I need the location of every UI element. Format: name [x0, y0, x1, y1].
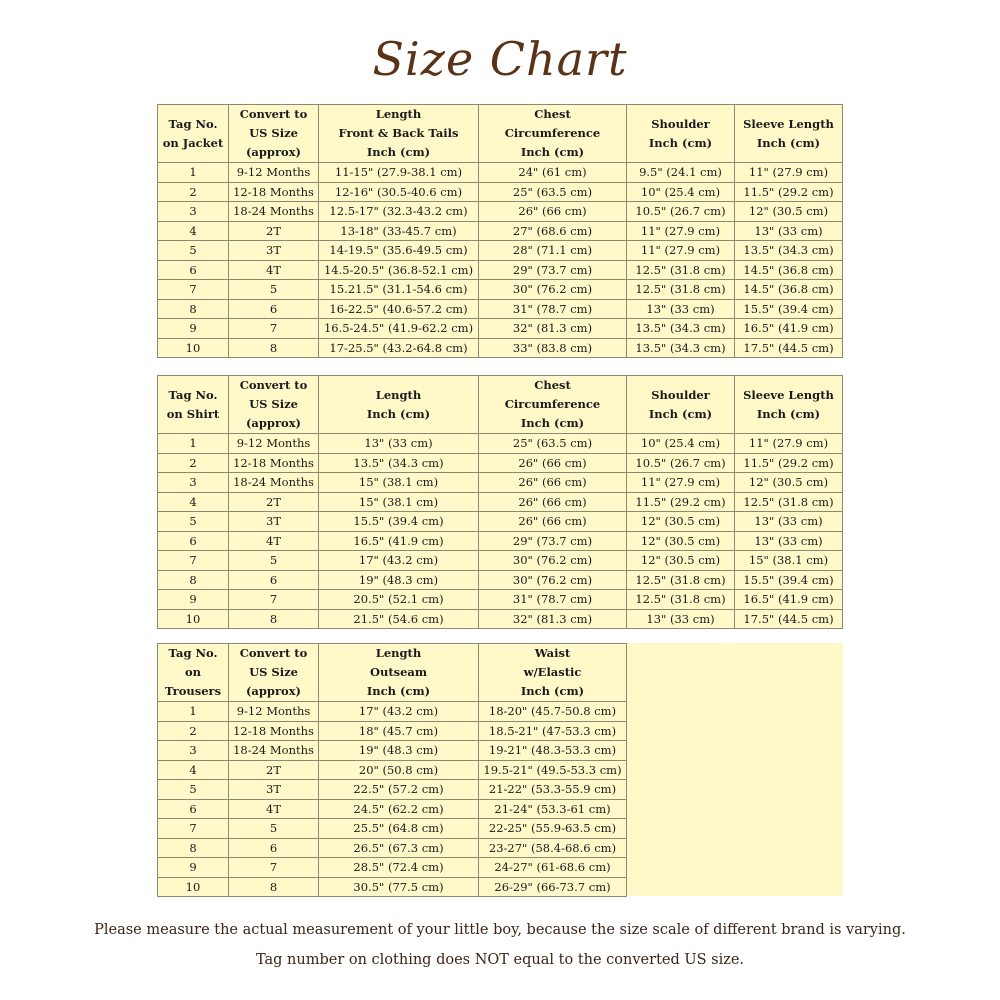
- table-row: [158, 221, 843, 241]
- table-cell: 32" (81.3 cm): [479, 319, 627, 339]
- table-cell: 7: [158, 280, 229, 300]
- table-cell: 25.5" (64.8 cm): [319, 819, 479, 839]
- table-cell: 6: [158, 799, 229, 819]
- shirt-header-line: Inch (cm): [648, 406, 713, 421]
- table-row: [158, 434, 843, 454]
- table-cell: 1: [158, 702, 229, 722]
- table-cell: 12.5" (31.8 cm): [627, 570, 735, 590]
- jacket-header-line: Length: [375, 107, 422, 121]
- table-cell: 5: [229, 280, 319, 300]
- table-cell: 13.5" (34.3 cm): [735, 241, 843, 261]
- table-row: [158, 492, 843, 512]
- table-cell: 5: [158, 780, 229, 800]
- shirt-header-cell: [158, 376, 229, 434]
- table-cell: 6: [158, 260, 229, 280]
- jacket-size-table-block: [157, 104, 843, 358]
- table-cell: 12.5" (31.8 cm): [627, 280, 735, 300]
- empty-filler-area: [626, 643, 843, 896]
- jacket-header-line: Convert to: [239, 107, 308, 121]
- table-cell: 8: [229, 338, 319, 358]
- table-cell: 10" (25.4 cm): [627, 182, 735, 202]
- table-cell: 3: [158, 473, 229, 493]
- table-cell: 26" (66 cm): [479, 453, 627, 473]
- table-cell: 19" (48.3 cm): [319, 741, 479, 761]
- table-cell: 7: [229, 319, 319, 339]
- table-cell: 15" (38.1 cm): [319, 492, 479, 512]
- table-cell: 13" (33 cm): [627, 609, 735, 629]
- table-row: [158, 473, 843, 493]
- table-row: [158, 570, 843, 590]
- table-cell: 9-12 Months: [229, 434, 319, 454]
- table-cell: 12.5" (31.8 cm): [735, 492, 843, 512]
- shirt-table-body: [158, 434, 843, 629]
- page-title: Size Chart: [372, 32, 628, 86]
- shirt-header-line: Inch (cm): [366, 406, 431, 421]
- table-cell: 2: [158, 453, 229, 473]
- table-row: [158, 299, 843, 319]
- table-cell: 3T: [229, 241, 319, 261]
- table-cell: 32" (81.3 cm): [479, 609, 627, 629]
- table-cell: 8: [158, 570, 229, 590]
- table-cell: 10: [158, 338, 229, 358]
- table-cell: 18.5-21" (47-53.3 cm): [479, 721, 627, 741]
- table-cell: 11" (27.9 cm): [627, 473, 735, 493]
- jacket-header-cell: [627, 105, 735, 163]
- trousers-header-line: Waist: [534, 646, 571, 660]
- table-cell: 28.5" (72.4 cm): [319, 858, 479, 878]
- table-row: [158, 531, 843, 551]
- table-cell: 29" (73.7 cm): [479, 260, 627, 280]
- table-row: [158, 780, 627, 800]
- shirt-header-cell: [627, 376, 735, 434]
- table-cell: 29" (73.7 cm): [479, 531, 627, 551]
- jacket-header-line: Sleeve Length: [743, 116, 834, 131]
- table-row: [158, 453, 843, 473]
- table-row: [158, 858, 627, 878]
- jacket-header-line: Shoulder: [651, 116, 710, 131]
- table-cell: 15.5" (39.4 cm): [735, 570, 843, 590]
- table-cell: 3T: [229, 512, 319, 532]
- table-cell: 13" (33 cm): [627, 299, 735, 319]
- table-cell: 13-18" (33-45.7 cm): [319, 221, 479, 241]
- jacket-header-line: Chest: [534, 107, 571, 121]
- table-cell: 10: [158, 877, 229, 897]
- jacket-header-line: Inch (cm): [520, 145, 585, 159]
- table-cell: 9-12 Months: [229, 163, 319, 183]
- table-cell: 18-20" (45.7-50.8 cm): [479, 702, 627, 722]
- table-row: [158, 741, 627, 761]
- table-cell: 21.5" (54.6 cm): [319, 609, 479, 629]
- trousers-table-body: [158, 702, 627, 897]
- table-cell: 28" (71.1 cm): [479, 241, 627, 261]
- table-cell: 18-24 Months: [229, 473, 319, 493]
- shirt-header-line: Inch (cm): [756, 406, 821, 421]
- table-cell: 3: [158, 741, 229, 761]
- shirt-header-cell: [735, 376, 843, 434]
- table-cell: 26-29" (66-73.7 cm): [479, 877, 627, 897]
- table-cell: 10.5" (26.7 cm): [627, 453, 735, 473]
- table-cell: 12-18 Months: [229, 182, 319, 202]
- shirt-header-line: Tag No.: [168, 387, 218, 402]
- measurement-note: Please measure the actual measurement of your little boy, because the size scale of different brand is varying.: [94, 922, 906, 938]
- table-cell: 4T: [229, 260, 319, 280]
- table-cell: 18-24 Months: [229, 741, 319, 761]
- trousers-header-line: Convert to: [239, 646, 308, 660]
- table-cell: 17" (43.2 cm): [319, 551, 479, 571]
- jacket-header-line: Tag No.: [168, 116, 218, 131]
- shirt-header-line: on Shirt: [166, 406, 220, 421]
- table-cell: 26" (66 cm): [479, 492, 627, 512]
- table-cell: 7: [158, 819, 229, 839]
- table-cell: 10: [158, 609, 229, 629]
- trousers-header-line: Inch (cm): [366, 684, 431, 698]
- table-cell: 27" (68.6 cm): [479, 221, 627, 241]
- shirt-header-line: Chest: [534, 378, 571, 392]
- table-cell: 11.5" (29.2 cm): [735, 453, 843, 473]
- table-row: [158, 838, 627, 858]
- jacket-table-body: [158, 163, 843, 358]
- jacket-header-cell: [479, 105, 627, 163]
- table-row: [158, 182, 843, 202]
- table-cell: 1: [158, 434, 229, 454]
- trousers-header-line: Length: [375, 646, 422, 660]
- table-cell: 2: [158, 721, 229, 741]
- table-cell: 12.5" (31.8 cm): [627, 260, 735, 280]
- table-cell: 12-16" (30.5-40.6 cm): [319, 182, 479, 202]
- table-row: [158, 702, 627, 722]
- trousers-header-row: [158, 644, 627, 702]
- shirt-header-line: Convert to: [239, 378, 308, 392]
- table-cell: 31" (78.7 cm): [479, 590, 627, 610]
- jacket-header-row: [158, 105, 843, 163]
- table-cell: 16-22.5" (40.6-57.2 cm): [319, 299, 479, 319]
- jacket-header-line: US Size: [249, 126, 298, 140]
- trousers-size-table-block: [157, 643, 627, 897]
- trousers-header-line: on: [184, 665, 202, 679]
- trousers-header-line: Trousers: [164, 684, 222, 698]
- table-cell: 15.21.5" (31.1-54.6 cm): [319, 280, 479, 300]
- table-cell: 20" (50.8 cm): [319, 760, 479, 780]
- table-cell: 17-25.5" (43.2-64.8 cm): [319, 338, 479, 358]
- table-row: [158, 512, 843, 532]
- table-cell: 1: [158, 163, 229, 183]
- table-cell: 30" (76.2 cm): [479, 280, 627, 300]
- table-cell: 11-15" (27.9-38.1 cm): [319, 163, 479, 183]
- table-cell: 4: [158, 760, 229, 780]
- table-cell: 5: [229, 819, 319, 839]
- table-cell: 13" (33 cm): [735, 221, 843, 241]
- table-row: [158, 590, 843, 610]
- shirt-header-cell: [319, 376, 479, 434]
- trousers-header-line: Inch (cm): [520, 684, 585, 698]
- table-cell: 11" (27.9 cm): [735, 163, 843, 183]
- trousers-header-line: Tag No.: [168, 646, 218, 660]
- table-cell: 7: [158, 551, 229, 571]
- table-cell: 33" (83.8 cm): [479, 338, 627, 358]
- table-cell: 12.5-17" (32.3-43.2 cm): [319, 202, 479, 222]
- table-row: [158, 260, 843, 280]
- shirt-header-line: Sleeve Length: [743, 387, 834, 402]
- table-cell: 11.5" (29.2 cm): [735, 182, 843, 202]
- table-cell: 6: [158, 531, 229, 551]
- table-row: [158, 338, 843, 358]
- table-cell: 3: [158, 202, 229, 222]
- trousers-header-cell: [229, 644, 319, 702]
- table-cell: 22.5" (57.2 cm): [319, 780, 479, 800]
- shirt-header-line: Inch (cm): [520, 416, 585, 430]
- table-cell: 12" (30.5 cm): [627, 551, 735, 571]
- table-cell: 16.5" (41.9 cm): [319, 531, 479, 551]
- table-cell: 26" (66 cm): [479, 202, 627, 222]
- table-cell: 12-18 Months: [229, 721, 319, 741]
- trousers-header-line: w/Elastic: [523, 665, 582, 679]
- table-cell: 5: [158, 512, 229, 532]
- table-cell: 8: [229, 877, 319, 897]
- table-row: [158, 241, 843, 261]
- table-cell: 9.5" (24.1 cm): [627, 163, 735, 183]
- shirt-header-cell: [479, 376, 627, 434]
- table-row: [158, 319, 843, 339]
- table-cell: 4T: [229, 799, 319, 819]
- jacket-header-line: on Jacket: [162, 135, 224, 150]
- table-row: [158, 551, 843, 571]
- table-cell: 19-21" (48.3-53.3 cm): [479, 741, 627, 761]
- table-cell: 30" (76.2 cm): [479, 551, 627, 571]
- table-cell: 10" (25.4 cm): [627, 434, 735, 454]
- trousers-header-cell: [158, 644, 229, 702]
- table-row: [158, 163, 843, 183]
- table-cell: 17.5" (44.5 cm): [735, 338, 843, 358]
- table-cell: 24-27" (61-68.6 cm): [479, 858, 627, 878]
- table-cell: 24" (61 cm): [479, 163, 627, 183]
- jacket-header-line: Inch (cm): [648, 135, 713, 150]
- shirt-size-table-block: [157, 375, 843, 629]
- jacket-header-line: Front & Back Tails: [338, 126, 459, 140]
- table-cell: 13.5" (34.3 cm): [319, 453, 479, 473]
- shirt-header-line: (approx): [245, 416, 301, 430]
- table-cell: 11.5" (29.2 cm): [627, 492, 735, 512]
- table-cell: 9-12 Months: [229, 702, 319, 722]
- table-row: [158, 280, 843, 300]
- shirt-header-row: [158, 376, 843, 434]
- table-cell: 13.5" (34.3 cm): [627, 338, 735, 358]
- jacket-header-cell: [229, 105, 319, 163]
- shirt-size-table: [157, 375, 843, 629]
- table-cell: 19.5-21" (49.5-53.3 cm): [479, 760, 627, 780]
- table-cell: 15.5" (39.4 cm): [735, 299, 843, 319]
- jacket-header-cell: [158, 105, 229, 163]
- table-cell: 12" (30.5 cm): [735, 202, 843, 222]
- table-cell: 12" (30.5 cm): [735, 473, 843, 493]
- table-cell: 15" (38.1 cm): [735, 551, 843, 571]
- jacket-header-line: Circumference: [504, 126, 601, 140]
- shirt-header-cell: [229, 376, 319, 434]
- table-cell: 11" (27.9 cm): [627, 221, 735, 241]
- table-cell: 25" (63.5 cm): [479, 434, 627, 454]
- jacket-header-cell: [735, 105, 843, 163]
- table-row: [158, 721, 627, 741]
- table-cell: 9: [158, 319, 229, 339]
- table-row: [158, 819, 627, 839]
- table-cell: 4: [158, 492, 229, 512]
- table-cell: 18" (45.7 cm): [319, 721, 479, 741]
- jacket-header-line: Inch (cm): [756, 135, 821, 150]
- table-cell: 17" (43.2 cm): [319, 702, 479, 722]
- table-cell: 14.5-20.5" (36.8-52.1 cm): [319, 260, 479, 280]
- table-cell: 2: [158, 182, 229, 202]
- shirt-header-line: Circumference: [504, 397, 601, 411]
- table-cell: 30" (76.2 cm): [479, 570, 627, 590]
- table-cell: 15.5" (39.4 cm): [319, 512, 479, 532]
- shirt-header-line: Length: [375, 387, 422, 402]
- trousers-header-line: US Size: [249, 665, 298, 679]
- table-cell: 8: [158, 838, 229, 858]
- table-cell: 31" (78.7 cm): [479, 299, 627, 319]
- trousers-header-cell: [319, 644, 479, 702]
- table-cell: 19" (48.3 cm): [319, 570, 479, 590]
- table-cell: 9: [158, 858, 229, 878]
- table-row: [158, 877, 627, 897]
- table-cell: 26.5" (67.3 cm): [319, 838, 479, 858]
- table-cell: 13" (33 cm): [735, 512, 843, 532]
- table-cell: 30.5" (77.5 cm): [319, 877, 479, 897]
- table-cell: 3T: [229, 780, 319, 800]
- table-row: [158, 760, 627, 780]
- table-cell: 6: [229, 570, 319, 590]
- table-cell: 15" (38.1 cm): [319, 473, 479, 493]
- trousers-size-table: [157, 643, 627, 897]
- table-cell: 22-25" (55.9-63.5 cm): [479, 819, 627, 839]
- table-cell: 16.5" (41.9 cm): [735, 319, 843, 339]
- jacket-header-line: (approx): [245, 145, 301, 159]
- table-cell: 14.5" (36.8 cm): [735, 260, 843, 280]
- table-cell: 26" (66 cm): [479, 512, 627, 532]
- table-cell: 13" (33 cm): [319, 434, 479, 454]
- table-cell: 16.5" (41.9 cm): [735, 590, 843, 610]
- table-cell: 20.5" (52.1 cm): [319, 590, 479, 610]
- table-cell: 21-24" (53.3-61 cm): [479, 799, 627, 819]
- table-row: [158, 609, 843, 629]
- table-cell: 2T: [229, 221, 319, 241]
- table-cell: 13" (33 cm): [735, 531, 843, 551]
- trousers-header-cell: [479, 644, 627, 702]
- shirt-header-line: Shoulder: [651, 387, 710, 402]
- table-cell: 7: [229, 590, 319, 610]
- table-cell: 14-19.5" (35.6-49.5 cm): [319, 241, 479, 261]
- table-cell: 12" (30.5 cm): [627, 531, 735, 551]
- trousers-header-line: (approx): [245, 684, 301, 698]
- trousers-header-line: Outseam: [369, 665, 428, 679]
- table-cell: 6: [229, 299, 319, 319]
- table-cell: 9: [158, 590, 229, 610]
- table-cell: 8: [158, 299, 229, 319]
- table-cell: 11" (27.9 cm): [627, 241, 735, 261]
- table-cell: 4: [158, 221, 229, 241]
- table-cell: 18-24 Months: [229, 202, 319, 222]
- table-cell: 8: [229, 609, 319, 629]
- tag-number-note: Tag number on clothing does NOT equal to the converted US size.: [255, 952, 745, 968]
- table-cell: 11" (27.9 cm): [735, 434, 843, 454]
- table-cell: 10.5" (26.7 cm): [627, 202, 735, 222]
- table-cell: 16.5-24.5" (41.9-62.2 cm): [319, 319, 479, 339]
- table-cell: 26" (66 cm): [479, 473, 627, 493]
- table-cell: 2T: [229, 760, 319, 780]
- table-row: [158, 202, 843, 222]
- table-cell: 6: [229, 838, 319, 858]
- table-cell: 5: [158, 241, 229, 261]
- table-cell: 7: [229, 858, 319, 878]
- jacket-header-cell: [319, 105, 479, 163]
- table-cell: 12.5" (31.8 cm): [627, 590, 735, 610]
- table-cell: 13.5" (34.3 cm): [627, 319, 735, 339]
- shirt-header-line: US Size: [249, 397, 298, 411]
- jacket-size-table: [157, 104, 843, 358]
- table-cell: 17.5" (44.5 cm): [735, 609, 843, 629]
- table-cell: 23-27" (58.4-68.6 cm): [479, 838, 627, 858]
- jacket-header-line: Inch (cm): [366, 145, 431, 159]
- table-cell: 14.5" (36.8 cm): [735, 280, 843, 300]
- table-cell: 12" (30.5 cm): [627, 512, 735, 532]
- table-cell: 12-18 Months: [229, 453, 319, 473]
- table-cell: 24.5" (62.2 cm): [319, 799, 479, 819]
- table-cell: 4T: [229, 531, 319, 551]
- table-cell: 5: [229, 551, 319, 571]
- table-cell: 21-22" (53.3-55.9 cm): [479, 780, 627, 800]
- table-cell: 25" (63.5 cm): [479, 182, 627, 202]
- table-row: [158, 799, 627, 819]
- table-cell: 2T: [229, 492, 319, 512]
